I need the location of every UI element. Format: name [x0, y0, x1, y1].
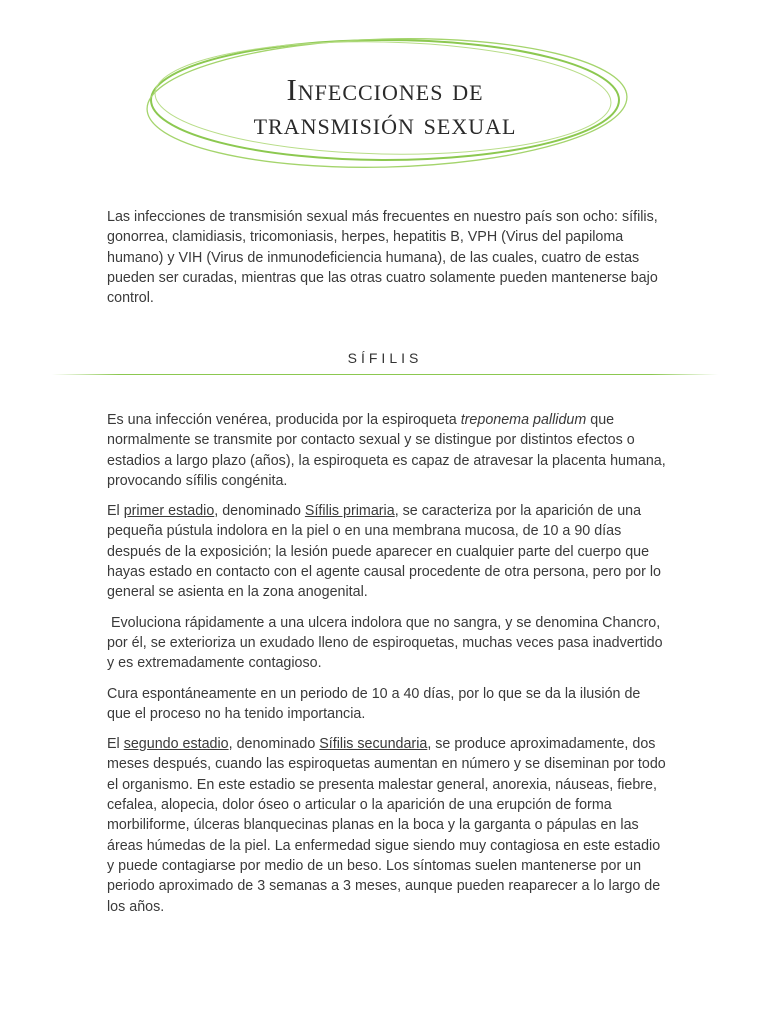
p2-text-b: , denominado — [214, 503, 305, 520]
p5-text-c: , se produce aproximadamente, dos meses después, cuando las espiroquetas aumentan en número y se diseminan por todo el organismo. En este estadio se presenta malestar general, anorexia, náuseas, fiebre, cefalea, alopecia, dolor óseo o articular o la aparición de una erupción de forma morbiliforme, úlceras blanquecinas planas en la boca y la garganta o pápulas en las áreas húmedas de la piel. La enfermedad sigue siendo muy contagiosa en este estadio y puede contagiarse por medio de un beso. Los síntomas suelen mantenerse por un periodo aproximado de 3 semanas a 3 meses, aunque pueden reaparecer a lo largo de los años. — [107, 736, 666, 915]
title-banner — [135, 28, 635, 178]
paragraph-3: Evoluciona rápidamente a una ulcera indolora que no sangra, y se denomina Chancro, por él, se exterioriza un exudado lleno de espiroquetas, muchas veces pasa inadvertido y es extremadamente contagioso. — [107, 614, 667, 672]
section-body — [107, 410, 667, 927]
p5-underline-1: segundo estadio — [123, 736, 229, 753]
paragraph-4: Cura espontáneamente en un periodo de 10 a 40 días, por lo que se da la ilusión de que el proceso no ha tenido importancia. — [107, 685, 641, 722]
p1-text-a: Es una infección venérea, producida por la espiroqueta — [107, 412, 461, 428]
page-title — [135, 73, 635, 141]
p5-text-b: , denominado — [228, 736, 320, 753]
paragraph-2 — [107, 501, 667, 602]
p5-text-a: El — [107, 736, 124, 753]
title-line-2: transmisión sexual — [253, 106, 517, 141]
section-title: SÍFILIS — [347, 350, 423, 366]
section-divider — [52, 374, 718, 375]
p1-italic-term: treponema pallidum — [460, 412, 587, 428]
p1-text-b: que normalmente se transmite por contacto sexual y se distingue por distintos efectos o estadios a largo plazo (años), la espiroqueta es capaz de atravesar la placenta humana, provocando sífilis congénita. — [107, 412, 666, 489]
p2-text-a: El — [107, 503, 124, 520]
p5-underline-2: Sífilis secundaria — [319, 736, 428, 753]
p2-underline-2: Sífilis primaria — [304, 503, 395, 520]
title-line-1: Infecciones de — [286, 72, 484, 107]
paragraph-5 — [107, 734, 667, 917]
intro-block — [107, 207, 667, 318]
section-heading — [52, 350, 718, 375]
paragraph-1 — [107, 410, 667, 491]
p2-underline-1: primer estadio — [123, 503, 215, 520]
p2-text-c: , se caracteriza por la aparición de una pequeña pústula indolora en la piel o en una membrana mucosa, de 10 a 90 días después de la exposición; la lesión puede aparecer en cualquier parte del cuerpo que hayas estado en contacto con el agente causal procedente de otra persona, pero por lo general se asienta en la zona anogenital. — [107, 503, 661, 601]
intro-paragraph: Las infecciones de transmisión sexual más frecuentes en nuestro país son ocho: sífilis, gonorrea, clamidiasis, tricomoniasis, herpes, hepatitis B, VPH (Virus del papiloma humano) y VIH (Virus de inmunodeficiencia humana), de las cuales, cuatro de estas pueden ser curadas, mientras que las otras cuatro solamente pueden mantenerse bajo control. — [107, 209, 658, 307]
